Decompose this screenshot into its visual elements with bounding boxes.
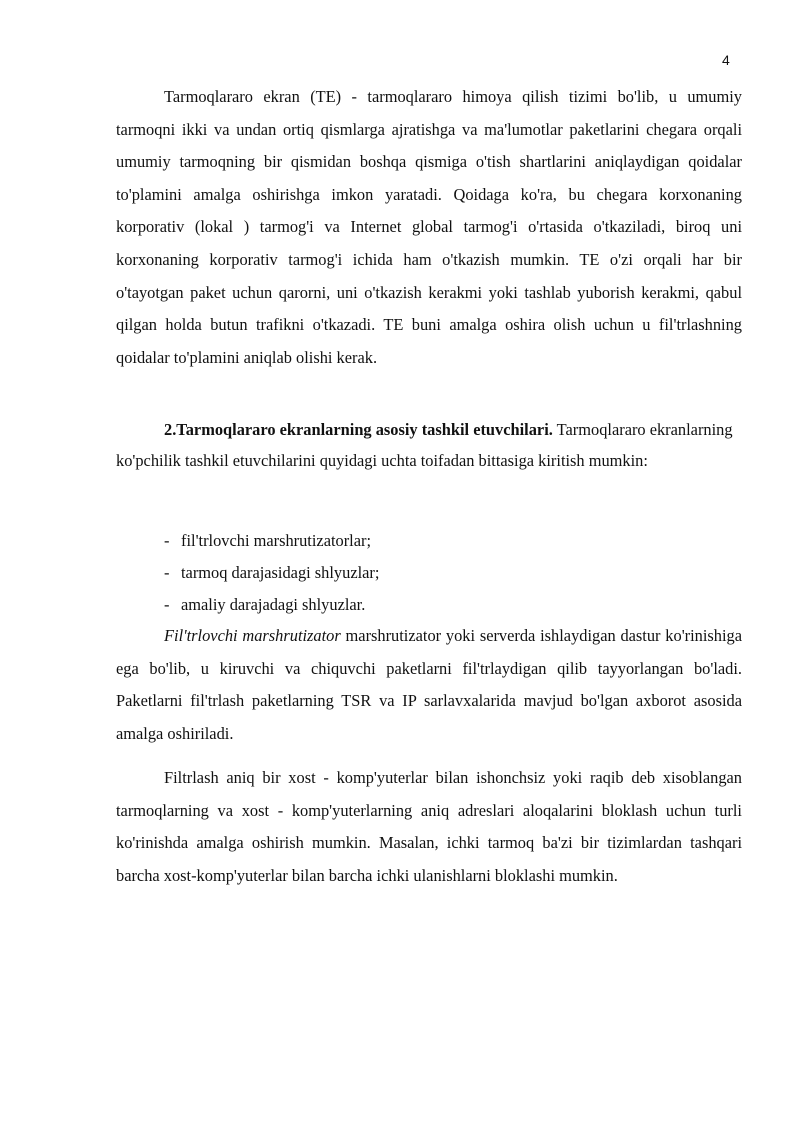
component-list xyxy=(164,525,379,621)
term-filtering-router: Fil'trlovchi marshrutizator xyxy=(164,626,341,645)
paragraph-components-text: Tarmoqlararo ekranlarning ko'pchilik tashkil etuvchilarini quyidagi uchta toifadan bittasiga kiritish mumkin: xyxy=(116,420,733,470)
list-item: - fil'trlovchi marshrutizatorlar; xyxy=(164,525,379,557)
list-item: - tarmoq darajasidagi shlyuzlar; xyxy=(164,557,379,589)
section-heading: 2.Tarmoqlararo ekranlarning asosiy tashkil etuvchilari. xyxy=(164,420,553,439)
paragraph-components-intro xyxy=(116,414,742,476)
paragraph-filtering-router-text: marshrutizator yoki serverda ishlaydigan dastur ko'rinishiga ega bo'lib, u kiruvchi va chiquvchi paketlarni fil'trlaydigan qilib tayyorlangan bo'ladi. Paketlarni fil'trlash paketlarning TSR va IP sarlavxalarida mavjud bo'lgan axborot asosida amalga oshiriladi. xyxy=(116,626,743,743)
paragraph-filtering-router xyxy=(116,620,742,750)
list-item: - amaliy darajadagi shlyuzlar. xyxy=(164,589,379,621)
paragraph-filtering-methods: Filtrlash aniq bir xost - komp'yuterlar bilan ishonchsiz yoki raqib deb xisoblangan tarmoqlarning va xost - komp'yuterlarning aniq adreslari aloqalarini bloklash uchun turli ko'rinishda amalga oshirish mumkin. Masalan, ichki tarmoq ba'zi bir tizimlardan tashqari barcha xost-komp'yuterlar bilan barcha ichki ulanishlarni bloklashi mumkin. xyxy=(116,768,742,885)
page-number: 4 xyxy=(722,52,730,68)
paragraph-firewall-definition: Tarmoqlararo ekran (TE) - tarmoqlararo himoya qilish tizimi bo'lib, u umumiy tarmoqni ikki va undan ortiq qismlarga ajratishga va ma'lumotlar paketlarini chegara orqali umumiy tarmoqning bir qismidan boshqa qismiga o'tish shartlarini aniqlaydigan qoidalar to'plamini amalga oshirishga imkon yaratadi. Qoidaga ko'ra, bu chegara korxonaning korporativ (lokal ) tarmog'i va Internet global tarmog'i o'rtasida o'tkaziladi, biroq uni korxonaning korporativ tarmog'i ichida ham o'tkazish mumkin. TE o'zi orqali har bir o'tayotgan paket uchun qarorni, uni o'tkazish kerakmi yoki tashlab yuborish kerakmi, qabul qilgan holda butun trafikni o'tkazadi. TE buni amalga oshira olish uchun u fil'trlashning qoidalar to'plamini aniqlab olishi kerak. xyxy=(116,87,742,367)
